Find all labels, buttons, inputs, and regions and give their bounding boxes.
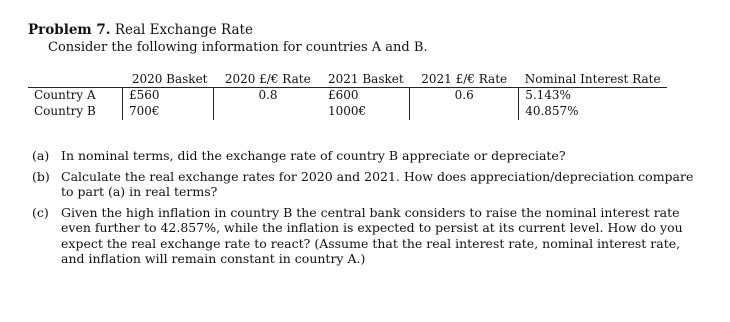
table-header-cell: Nominal Interest Rate (519, 71, 667, 88)
problem-heading (28, 22, 253, 38)
table-header-cell: 2020 Basket (123, 71, 214, 88)
table-cell: 40.857% (525, 104, 579, 118)
problem-title: Real Exchange Rate (114, 22, 253, 38)
table-header-cell: 2020 £/€ Rate (214, 71, 323, 88)
table-cell: Country B (28, 104, 123, 120)
table-row (28, 88, 667, 105)
table-header-cell: 2021 £/€ Rate (410, 71, 519, 88)
question-label: (c) (32, 204, 49, 220)
question-text: Calculate the real exchange rates for 2020 and 2021. How does appreciation/depreciation compare to part (a) in real terms? (61, 168, 694, 199)
question-item (28, 148, 698, 164)
table-cell: 700€ (123, 104, 214, 120)
question-item (28, 169, 698, 200)
problem-label: Problem 7. (28, 22, 111, 38)
data-table (28, 71, 667, 120)
table-cell (214, 104, 323, 120)
question-text: Given the high inflation in country B the central bank considers to raise the nominal interest rate even further to 42.857%, while the inflation is expected to persist at its current level. How do you expect the real exchange rate to react? (Assume that the real interest rate, nominal interest rate, and inflation will remain constant in country A.) (61, 204, 683, 266)
question-list (28, 148, 698, 272)
table-cell: 0.6 (410, 88, 519, 105)
table-cell: 5.143% (525, 88, 571, 102)
table-cell: 0.8 (258, 88, 278, 102)
table-cell: £600 (322, 88, 410, 105)
question-item (28, 205, 698, 267)
table-cell: 1000€ (322, 104, 410, 120)
table-header-row (28, 71, 667, 88)
question-label: (a) (32, 148, 50, 163)
question-label: (b) (32, 168, 50, 184)
table-header-cell (28, 71, 123, 88)
table-cell (410, 104, 519, 120)
table-cell: £560 (123, 88, 214, 105)
table-cell: Country A (28, 88, 123, 105)
problem-intro: Consider the following information for countries A and B. (48, 40, 428, 55)
table-row (28, 104, 667, 120)
question-text: In nominal terms, did the exchange rate of country B appreciate or depreciate? (61, 148, 566, 163)
table-header-cell: 2021 Basket (322, 71, 410, 88)
